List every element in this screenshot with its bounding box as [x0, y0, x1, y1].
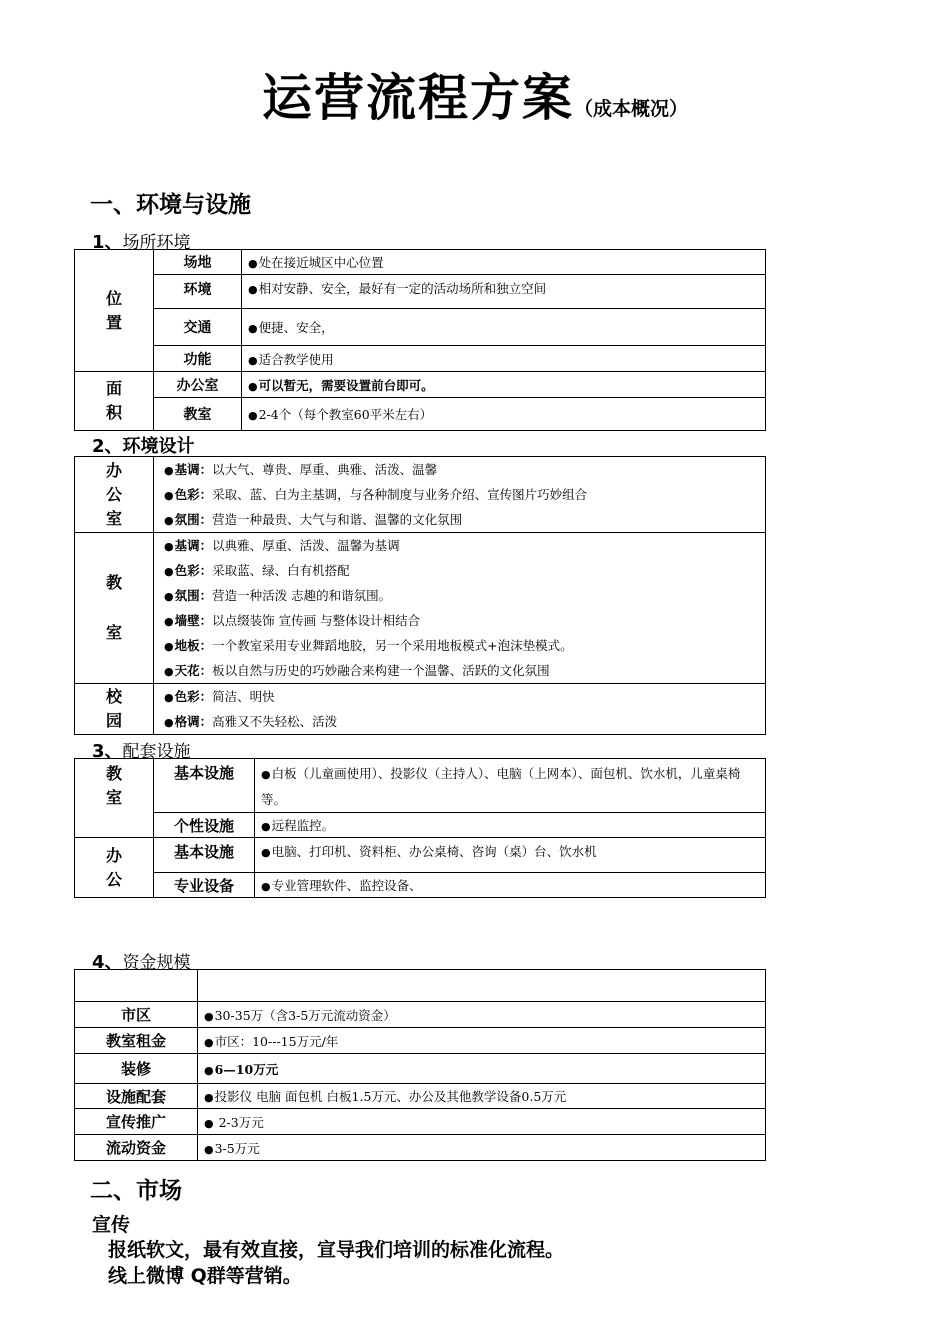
table-row — [75, 970, 766, 1002]
row-text — [198, 970, 766, 1002]
table-row — [75, 1084, 766, 1109]
title-main: 运营流程方案 — [261, 69, 574, 127]
row-label: 环境 — [154, 275, 242, 309]
row-text: ● 2-4个（每个教室60平米左右） — [242, 398, 766, 431]
category-classroom: 教 室 — [75, 759, 154, 838]
subheading-4-label: 资金规模 — [122, 953, 191, 973]
row-label: 基本设施 — [154, 838, 255, 873]
table-row — [75, 1135, 766, 1161]
row-label — [75, 970, 198, 1002]
design-items — [154, 684, 766, 735]
market-line-1: 报纸软文，最有效直接，宣导我们培训的标准化流程。 — [108, 1239, 565, 1261]
subheading-4-num: 4、 — [92, 952, 123, 973]
subheading-3-label: 配套设施 — [122, 742, 191, 762]
row-label: 市区 — [75, 1002, 198, 1028]
table-row — [75, 838, 766, 873]
row-label: 个性设施 — [154, 813, 255, 838]
row-label: 教室租金 — [75, 1028, 198, 1054]
list-item: ● 墙壁：以点缀装饰 宣传画 与整体设计相结合 — [164, 608, 765, 633]
capital-table — [74, 969, 766, 1161]
site-environment-table — [74, 249, 766, 431]
row-text: ● 相对安静、安全，最好有一定的活动场所和独立空间 — [242, 275, 766, 309]
design-items — [154, 457, 766, 533]
market-subheading: 宣传 — [92, 1214, 131, 1236]
table-row — [75, 309, 766, 346]
table-row — [75, 457, 766, 533]
row-label: 专业设备 — [154, 873, 255, 898]
category-location: 位 置 — [75, 250, 154, 372]
subheading-3-num: 3、 — [92, 741, 123, 762]
list-item: ● 天花：板以自然与历史的巧妙融合来构建一个温馨、活跃的文化氛围 — [164, 658, 765, 683]
row-label: 办公室 — [154, 372, 242, 398]
table-row — [75, 1002, 766, 1028]
row-text: ● 白板（儿童画使用）、投影仪（主持人）、电脑（上网本）、面包机、饮水机，儿童桌椅等。 — [255, 759, 766, 813]
design-items — [154, 533, 766, 684]
section-heading-1: 一、环境与设施 — [90, 192, 251, 218]
subheading-2-num: 2、 — [92, 436, 123, 457]
row-label: 场地 — [154, 250, 242, 275]
table-row — [75, 684, 766, 735]
list-item: ● 基调：以典雅、厚重、活泼、温馨为基调 — [164, 533, 765, 558]
table-row — [75, 346, 766, 372]
environment-design-table — [74, 456, 766, 735]
table-row — [75, 1054, 766, 1084]
category-campus: 校 园 — [75, 684, 154, 735]
row-text: ● 6—10万元 — [198, 1054, 766, 1084]
table-row — [75, 873, 766, 898]
row-text: ● 30-35万（含3-5万元流动资金） — [198, 1002, 766, 1028]
table-row — [75, 533, 766, 684]
row-label: 基本设施 — [154, 759, 255, 813]
row-text: ● 电脑、打印机、资料柜、办公桌椅、咨询（桌）台、饮水机 — [255, 838, 766, 873]
row-label: 交通 — [154, 309, 242, 346]
subheading-2 — [92, 432, 195, 458]
row-label: 功能 — [154, 346, 242, 372]
category-area: 面 积 — [75, 372, 154, 431]
subheading-1-num: 1、 — [92, 232, 123, 253]
table-row — [75, 1109, 766, 1135]
subheading-1-label: 场所环境 — [122, 233, 191, 253]
category-classroom: 教 室 — [75, 533, 154, 684]
facilities-table — [74, 758, 766, 898]
row-text: ● 3-5万元 — [198, 1135, 766, 1161]
category-office: 办 公 — [75, 838, 154, 898]
row-label: 宣传推广 — [75, 1109, 198, 1135]
row-text: ● 2-3万元 — [198, 1109, 766, 1135]
subheading-2-label: 环境设计 — [122, 436, 195, 457]
list-item: ● 氛围：营造一种活泼 志趣的和谐氛围。 — [164, 583, 765, 608]
row-text: ● 便捷、安全， — [242, 309, 766, 346]
page-title — [0, 58, 950, 130]
row-label: 教室 — [154, 398, 242, 431]
list-item: ● 色彩：简洁、明快 — [164, 684, 765, 709]
table-row — [75, 813, 766, 838]
row-label: 设施配套 — [75, 1084, 198, 1109]
row-text: ● 专业管理软件、监控设备、 — [255, 873, 766, 898]
table-row — [75, 372, 766, 398]
table-row — [75, 250, 766, 275]
row-text: ● 可以暂无，需要设置前台即可。 — [242, 372, 766, 398]
title-sub: （成本概况） — [573, 98, 688, 120]
list-item: ● 基调：以大气、尊贵、厚重、典雅、活泼、温馨 — [164, 457, 765, 482]
row-text: ● 远程监控。 — [255, 813, 766, 838]
table-row — [75, 759, 766, 813]
market-line-2: 线上微博 Q群等营销。 — [108, 1265, 302, 1287]
row-text: ● 市区：10---15万元/年 — [198, 1028, 766, 1054]
table-row — [75, 1028, 766, 1054]
list-item: ● 色彩：采取、蓝、白为主基调，与各种制度与业务介绍、宣传图片巧妙组合 — [164, 482, 765, 507]
list-item: ● 色彩：采取蓝、绿、白有机搭配 — [164, 558, 765, 583]
table-row — [75, 398, 766, 431]
list-item: ● 格调：高雅又不失轻松、活泼 — [164, 709, 765, 734]
row-label: 流动资金 — [75, 1135, 198, 1161]
row-label: 装修 — [75, 1054, 198, 1084]
list-item: ● 氛围：营造一种最贵、大气与和谐、温馨的文化氛围 — [164, 507, 765, 532]
row-text: ● 处在接近城区中心位置 — [242, 250, 766, 275]
section-heading-2: 二、市场 — [90, 1178, 182, 1204]
row-text: ● 投影仪 电脑 面包机 白板1.5万元、办公及其他教学设备0.5万元 — [198, 1084, 766, 1109]
row-text: ● 适合教学使用 — [242, 346, 766, 372]
category-office: 办 公 室 — [75, 457, 154, 533]
table-row — [75, 275, 766, 309]
list-item: ● 地板：一个教室采用专业舞蹈地胶，另一个采用地板模式+泡沫垫模式。 — [164, 633, 765, 658]
